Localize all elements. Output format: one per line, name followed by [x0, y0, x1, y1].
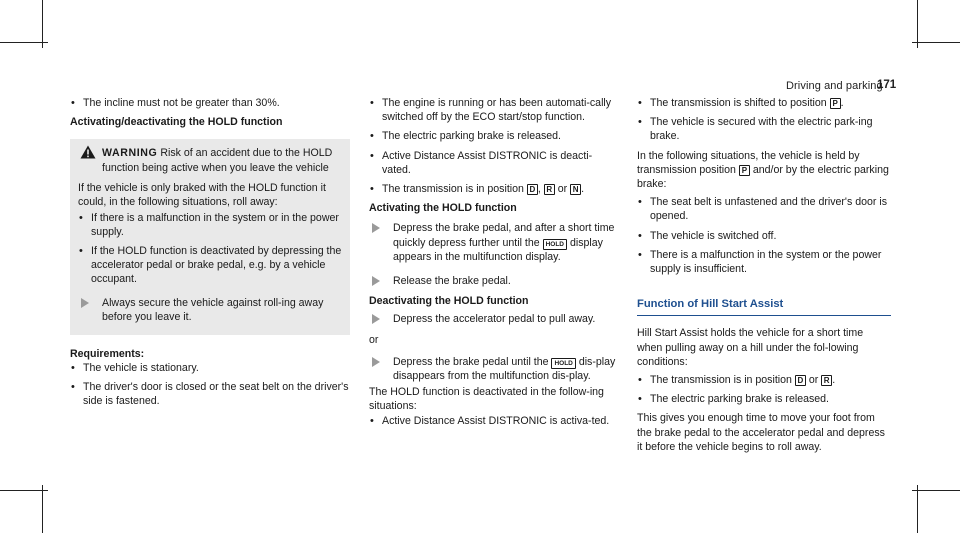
arrow-right-icon [371, 276, 381, 286]
gear-p-symbol: P [739, 165, 750, 176]
column-3 [637, 96, 891, 454]
crop-mark [42, 0, 43, 48]
action-step: Depress the brake pedal, and after a short time quickly depress further until the HOLD display appears in the multifunction display. [369, 221, 621, 264]
list-item: • The driver's door is closed or the seat belt on the driver's side is fastened. [70, 380, 350, 408]
gear-d-symbol: D [527, 184, 538, 195]
crop-mark [42, 485, 43, 533]
list-item: • If the HOLD function is deactivated by depressing the accelerator pedal or brake pedal, e.g. by a vehicle occupant. [78, 244, 342, 287]
list-item: • The electric parking brake is released. [369, 129, 621, 143]
crop-mark [917, 0, 918, 48]
requirements-label: Requirements: [70, 347, 145, 360]
action-step: Release the brake pedal. [369, 274, 621, 288]
gear-r-symbol: R [821, 375, 832, 386]
page-number: 171 [877, 79, 897, 91]
action-step: Always secure the vehicle against roll-ing away before you leave it. [78, 296, 342, 324]
list-item: • The electric parking brake is released. [637, 392, 891, 406]
crop-mark [912, 490, 960, 491]
list-item: • The transmission is in position D , R or N . [369, 182, 621, 196]
action-step: Depress the brake pedal until the HOLD dis-play disappears from the multifunction dis-play. [369, 355, 621, 383]
hold-symbol: HOLD [543, 239, 567, 250]
column-1 [70, 96, 350, 413]
or-label: or [369, 333, 379, 346]
paragraph: Hill Start Assist holds the vehicle for a short time when pulling away on a hill under the fol-lowing conditions: [637, 327, 864, 368]
warning-title: WARNING [102, 147, 158, 160]
heading-rule [637, 315, 891, 316]
arrow-right-icon [371, 314, 381, 324]
list-item: • The incline must not be greater than 30%. [70, 96, 350, 110]
list-item: • There is a malfunction in the system or the power supply is insufficient. [637, 248, 891, 276]
column-2 [369, 96, 621, 433]
list-item: • The transmission is in position D or R . [637, 373, 891, 387]
arrow-right-icon [371, 357, 381, 367]
deactivating-heading: Deactivating the HOLD function [369, 295, 529, 308]
activating-heading: Activating the HOLD function [369, 202, 517, 215]
gear-n-symbol: N [570, 184, 581, 195]
warning-body: If the vehicle is only braked with the HOLD function it could, in the following situations, roll away: [78, 181, 326, 209]
list-item: • The vehicle is switched off. [637, 229, 891, 243]
paragraph: This gives you enough time to move your foot from the brake pedal to the accelerator pedal and depress it before the vehicle begins to roll away. [637, 412, 885, 453]
gear-p-symbol: P [830, 98, 841, 109]
gear-d-symbol: D [795, 375, 806, 386]
warning-text: Risk of an accident due to the HOLD function being active when you leave the vehicle [102, 147, 333, 174]
crop-mark [917, 485, 918, 533]
list-item: • Active Distance Assist DISTRONIC is activa-ted. [369, 414, 621, 428]
crop-mark [912, 42, 960, 43]
warning-triangle-icon [80, 145, 96, 159]
paragraph: The HOLD function is deactivated in the follow-ing situations: [369, 386, 604, 413]
arrow-right-icon [80, 298, 90, 308]
gear-r-symbol: R [544, 184, 555, 195]
list-item: • The vehicle is stationary. [70, 361, 350, 375]
list-item: • If there is a malfunction in the system or in the power supply. [78, 211, 342, 239]
list-item: • The vehicle is secured with the electric park-ing brake. [637, 115, 891, 143]
hill-start-heading: Function of Hill Start Assist [637, 298, 784, 311]
crop-mark [0, 490, 48, 491]
paragraph: In the following situations, the vehicle is held by transmission position P and/or by the electric parking brake: [637, 149, 889, 191]
hold-symbol: HOLD [551, 358, 575, 369]
crop-mark [0, 42, 48, 43]
list-item: • The engine is running or has been automati-cally switched off by the ECO start/stop function. [369, 96, 621, 124]
section-heading: Activating/deactivating the HOLD function [70, 116, 283, 129]
section-title: Driving and parking [786, 80, 883, 92]
arrow-right-icon [371, 223, 381, 233]
list-item: • The transmission is shifted to position P . [637, 96, 891, 110]
action-step: Depress the accelerator pedal to pull away. [369, 312, 621, 326]
list-item: • The seat belt is unfastened and the driver's door is opened. [637, 195, 891, 223]
list-item: • Active Distance Assist DISTRONIC is deacti-vated. [369, 149, 621, 177]
warning-box [70, 139, 350, 334]
